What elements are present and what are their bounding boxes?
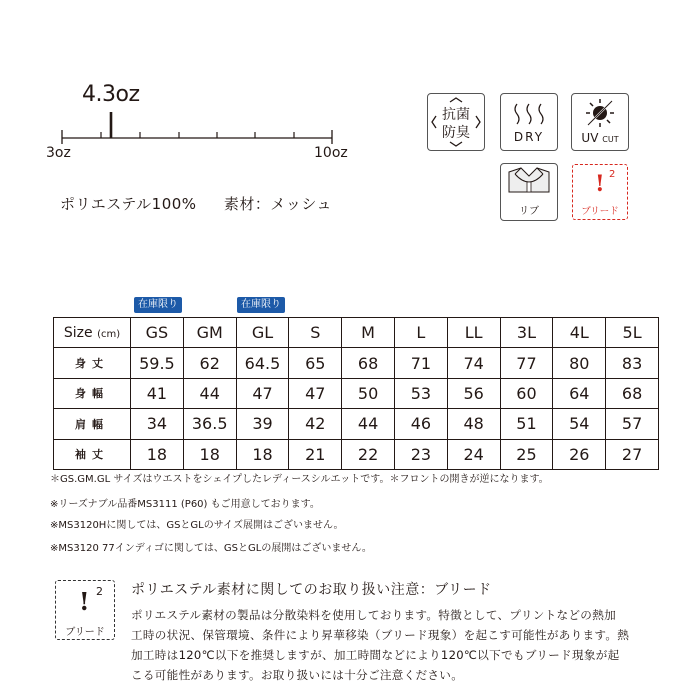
- table-cell: 25: [500, 439, 553, 469]
- bleed-label: ブリード: [581, 206, 619, 217]
- table-cell: 80: [553, 348, 606, 378]
- table-cell: 44: [183, 378, 236, 408]
- table-row: [54, 348, 659, 378]
- note-line: ※MS3120Hに関しては、GSとGLのサイズ展開はございません。: [50, 520, 344, 531]
- table-cell: 68: [606, 378, 659, 408]
- table-row: [54, 439, 659, 469]
- table-cell: 71: [394, 348, 447, 378]
- table-cell: 36.5: [183, 409, 236, 439]
- size-col-header: M: [342, 318, 395, 348]
- table-cell: 68: [342, 348, 395, 378]
- composition-text: ポリエステル100%: [60, 195, 197, 213]
- table-cell: 27: [606, 439, 659, 469]
- table-cell: 65: [289, 348, 342, 378]
- table-cell: 50: [342, 378, 395, 408]
- row-label-body-length: 身丈: [54, 348, 131, 378]
- table-cell: 59.5: [131, 348, 184, 378]
- size-col-header: L: [394, 318, 447, 348]
- size-col-header: 4L: [553, 318, 606, 348]
- table-cell: 74: [447, 348, 500, 378]
- bleed-notice-line: こる可能性があります。お取り扱いには十分ご注意ください。: [131, 668, 464, 682]
- size-corner-label: Size: [63, 324, 93, 341]
- bleed-warning-icon: [572, 164, 628, 220]
- weight-scale: [56, 108, 336, 144]
- table-cell: 23: [394, 439, 447, 469]
- exclamation-icon: !: [79, 587, 90, 616]
- table-cell: 56: [447, 378, 500, 408]
- gl-stock-badge: 在庫限り: [237, 297, 285, 313]
- bleed-notice-line: ポリエステル素材の製品は分散染料を使用しております。特徴として、プリントなどの熱加: [131, 608, 616, 622]
- table-cell: 46: [394, 409, 447, 439]
- size-col-header: GS: [131, 318, 184, 348]
- rib-label: リブ: [519, 206, 539, 217]
- bleed-notice-number: 2: [96, 585, 103, 598]
- size-col-header: GM: [183, 318, 236, 348]
- fabric-weight-value: 4.3oz: [82, 82, 140, 107]
- size-col-header: LL: [447, 318, 500, 348]
- size-col-header: S: [289, 318, 342, 348]
- bleed-notice-line: 加工時は120℃以下を推奨しますが、加工時間などにより120℃以下でもブリード現象が起: [131, 648, 620, 662]
- table-cell: 83: [606, 348, 659, 378]
- gs-stock-badge: 在庫限り: [134, 297, 182, 313]
- antibacterial-icon: [427, 93, 485, 151]
- table-cell: 64: [553, 378, 606, 408]
- table-row: [54, 409, 659, 439]
- table-cell: 64.5: [236, 348, 289, 378]
- bleed-notice-body: [131, 605, 666, 685]
- deodorant-label: 防臭: [442, 125, 470, 141]
- bleed-notice-title: ポリエステル素材に関してのお取り扱い注意：ブリード: [131, 582, 492, 598]
- note-line: ※リーズナブル品番MS3111 (P60) もご用意しております。: [50, 499, 320, 510]
- rib-collar-icon: [500, 163, 558, 221]
- table-cell: 24: [447, 439, 500, 469]
- scale-min-label: 3oz: [46, 145, 71, 161]
- size-corner: [54, 318, 131, 348]
- fabric-text: 素材：メッシュ: [223, 195, 333, 213]
- table-row: [54, 378, 659, 408]
- size-table: [53, 317, 659, 470]
- dry-icon: [500, 93, 558, 151]
- table-cell: 26: [553, 439, 606, 469]
- cut-label: CUT: [602, 135, 619, 144]
- table-cell: 44: [342, 409, 395, 439]
- table-cell: 47: [289, 378, 342, 408]
- row-label-body-width: 身幅: [54, 378, 131, 408]
- bleed-notice-icon: [55, 580, 115, 640]
- table-cell: 18: [236, 439, 289, 469]
- table-cell: 60: [500, 378, 553, 408]
- table-cell: 21: [289, 439, 342, 469]
- bleed-number: 2: [609, 169, 616, 180]
- table-cell: 54: [553, 409, 606, 439]
- note-line: ＊GS.GM.GL サイズはウエストをシェイプしたレディースシルエットです。＊フロントの開きが逆になります。: [50, 474, 549, 485]
- antibacterial-label: 抗菌: [442, 107, 470, 123]
- bleed-notice-label: ブリード: [65, 627, 105, 638]
- exclamation-icon: !: [595, 171, 605, 197]
- row-label-sleeve-length: 袖丈: [54, 439, 131, 469]
- table-cell: 42: [289, 409, 342, 439]
- table-cell: 41: [131, 378, 184, 408]
- table-cell: 39: [236, 409, 289, 439]
- bleed-notice-line: 工時の状況、保管環境、条件により昇華移染（ブリード現象）を起こす可能性があります。熱: [131, 628, 630, 642]
- dry-label: DRY: [513, 130, 545, 144]
- table-cell: 77: [500, 348, 553, 378]
- row-label-shoulder-width: 肩幅: [54, 409, 131, 439]
- size-col-header: GL: [236, 318, 289, 348]
- table-cell: 62: [183, 348, 236, 378]
- table-cell: 48: [447, 409, 500, 439]
- size-header-row: [54, 318, 659, 348]
- uv-label: UV: [581, 131, 599, 145]
- table-cell: 51: [500, 409, 553, 439]
- table-cell: 34: [131, 409, 184, 439]
- uv-cut-label: [572, 131, 628, 145]
- uv-cut-icon: [571, 93, 629, 151]
- table-cell: 53: [394, 378, 447, 408]
- scale-max-label: 10oz: [314, 145, 348, 161]
- table-cell: 18: [131, 439, 184, 469]
- note-line: ※MS3120 77インディゴに関しては、GSとGLの展開はございません。: [50, 543, 372, 554]
- table-cell: 22: [342, 439, 395, 469]
- table-cell: 18: [183, 439, 236, 469]
- size-col-header: 3L: [500, 318, 553, 348]
- size-corner-unit: (cm): [97, 328, 121, 340]
- material-line: [60, 193, 332, 214]
- table-cell: 47: [236, 378, 289, 408]
- size-col-header: 5L: [606, 318, 659, 348]
- table-cell: 57: [606, 409, 659, 439]
